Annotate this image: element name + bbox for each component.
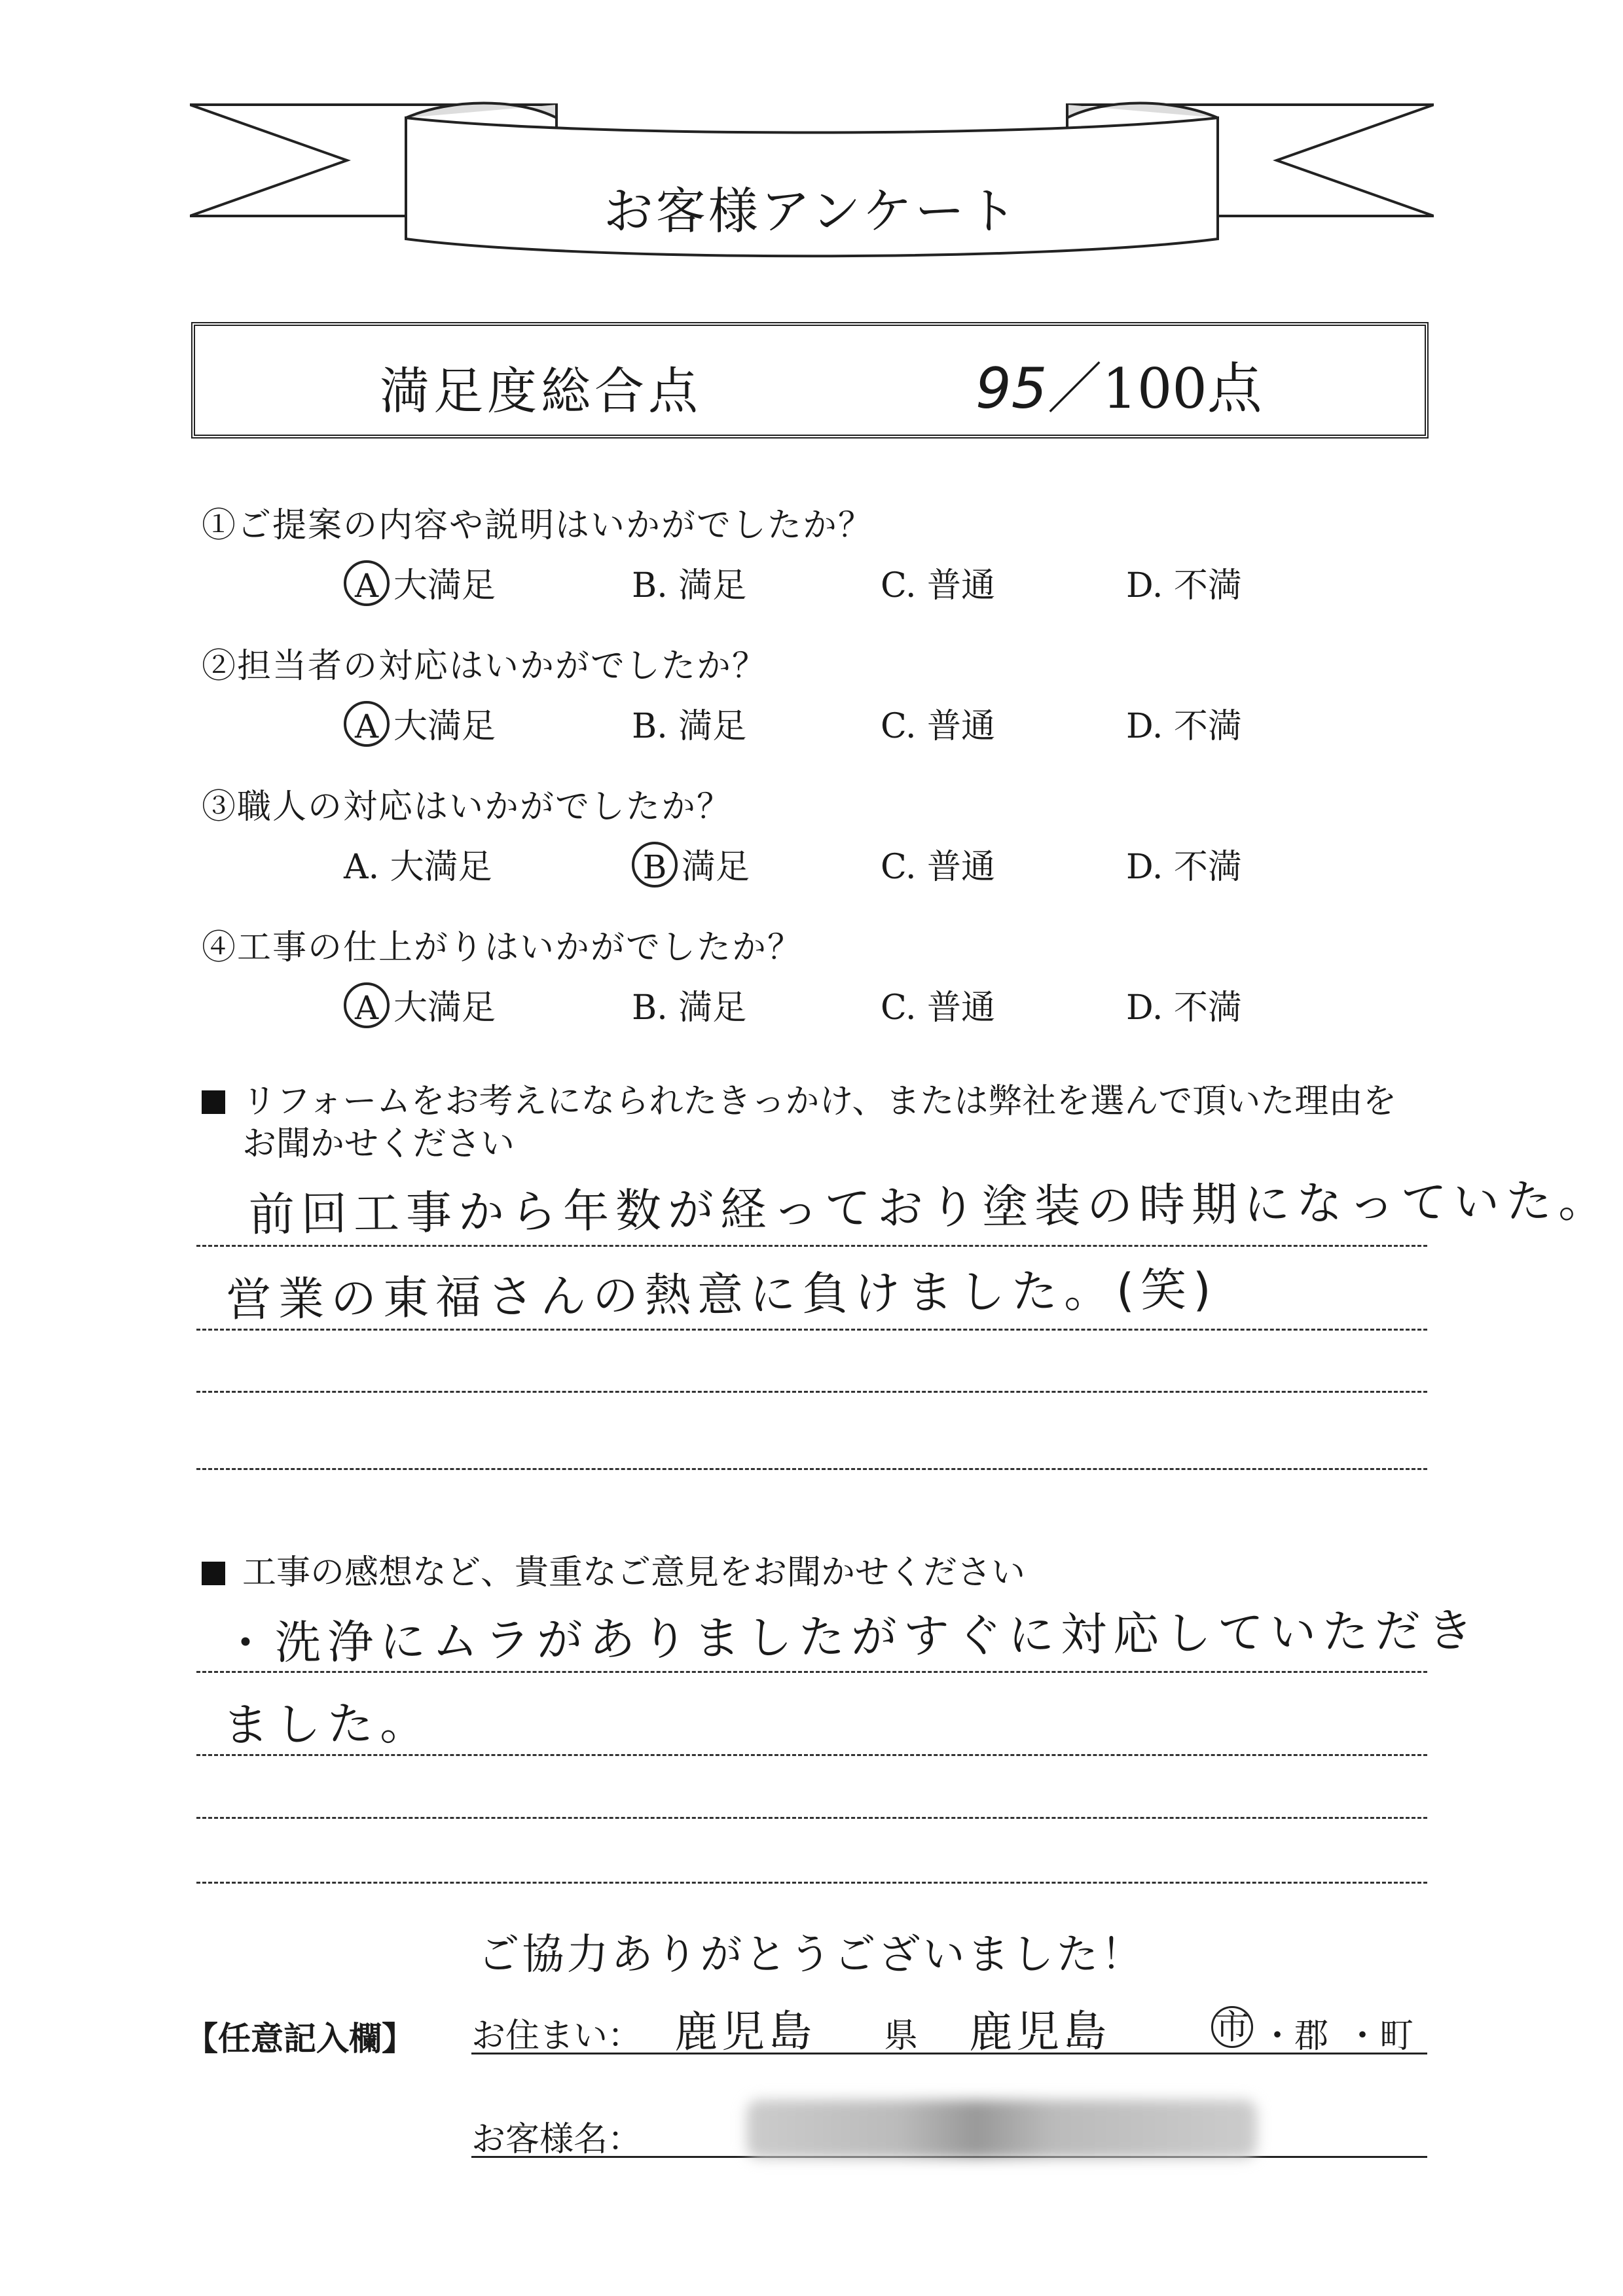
square-bullet-icon — [202, 1090, 225, 1114]
option-label: 満足 — [678, 988, 747, 1028]
city-suffix-circle: 市 — [1211, 2006, 1253, 2048]
prefecture-value: 鹿児島 — [674, 2005, 816, 2058]
page-title: お客様アンケート — [603, 182, 1020, 240]
option-label: 不満 — [1173, 707, 1242, 746]
option-label: 満足 — [678, 707, 747, 746]
answer-line — [196, 1817, 1427, 1819]
section2-answer-line2: ました。 — [222, 1696, 433, 1752]
address-field — [471, 2003, 1427, 2058]
city-suffix-gun: ・郡 — [1260, 2017, 1329, 2056]
question-1: ①ご提案の内容や説明はいかがでしたか？ — [202, 506, 874, 545]
option-letter: C — [881, 566, 905, 605]
option-letter: A — [344, 848, 369, 887]
square-bullet-icon — [202, 1562, 225, 1585]
question-1-option-d[interactable]: D. 不満 — [1126, 566, 1242, 605]
selected-option-circle: A — [344, 701, 390, 747]
option-letter: C — [881, 707, 905, 746]
optional-label: 【任意記入欄】 — [185, 2020, 414, 2058]
question-4: ④工事の仕上がりはいかがでしたか？ — [202, 928, 803, 967]
question-2-option-c[interactable]: C. 普通 — [881, 707, 996, 746]
city-value: 鹿児島 — [968, 2005, 1111, 2058]
score-label: 満足度総合点 — [380, 362, 702, 420]
question-2-option-b[interactable]: B. 満足 — [632, 707, 747, 746]
option-label: 満足 — [678, 566, 747, 605]
question-3-option-c[interactable]: C. 普通 — [881, 848, 996, 887]
question-3-option-a[interactable]: A. 大満足 — [344, 848, 492, 887]
option-label: 大満足 — [393, 707, 496, 746]
option-label: 不満 — [1173, 988, 1242, 1028]
section1-heading — [202, 1073, 1396, 1122]
option-letter: B — [632, 988, 657, 1028]
selected-option-circle: A — [344, 560, 390, 606]
option-label: 普通 — [927, 848, 996, 887]
option-label: 普通 — [927, 988, 996, 1028]
question-4-option-a[interactable] — [344, 980, 496, 1029]
address-label: お住まい： — [471, 2017, 642, 2056]
question-1-option-a[interactable] — [344, 558, 496, 607]
option-letter: D — [1126, 988, 1152, 1028]
option-letter: B — [632, 566, 657, 605]
selected-option-circle: B — [632, 842, 678, 888]
answer-line — [196, 1468, 1427, 1470]
score-value — [976, 345, 1262, 424]
section1-answer-line1: 前回工事から年数が経っており塗装の時期になっていた。 — [248, 1174, 1611, 1242]
answer-line — [196, 1391, 1427, 1393]
option-label: 満足 — [682, 848, 750, 887]
section1-answer-line2: 営業の東福さんの熱意に負けました。(笑) — [225, 1263, 1218, 1327]
question-2-option-d[interactable]: D. 不満 — [1126, 707, 1242, 746]
option-label: 大満足 — [393, 566, 496, 605]
prefecture-suffix: 県 — [884, 2017, 919, 2056]
question-3-option-d[interactable]: D. 不満 — [1126, 848, 1242, 887]
question-4-option-c[interactable]: C. 普通 — [881, 988, 996, 1028]
city-suffix-shi — [1211, 2008, 1253, 2048]
answer-line — [196, 1754, 1427, 1756]
answer-line — [196, 1245, 1427, 1247]
score-number: 95 — [976, 356, 1048, 422]
option-letter: D — [1126, 848, 1152, 887]
question-1-option-b[interactable]: B. 満足 — [632, 566, 747, 605]
question-2-option-a[interactable] — [344, 698, 496, 747]
section1-heading-line2: お聞かせください — [242, 1124, 515, 1164]
score-suffix: ／100点 — [1047, 357, 1262, 421]
option-letter: D — [1126, 707, 1152, 746]
option-letter: B — [632, 707, 657, 746]
question-4-option-d[interactable]: D. 不満 — [1126, 988, 1242, 1028]
name-label: お客様名： — [471, 2120, 642, 2159]
option-letter: C — [881, 988, 905, 1028]
question-1-option-c[interactable]: C. 普通 — [881, 566, 996, 605]
option-label: 不満 — [1173, 848, 1242, 887]
option-label: 普通 — [927, 566, 996, 605]
section2-heading — [202, 1545, 1025, 1594]
section2-answer-line1: ・洗浄にムラがありましたがすぐに対応していただき — [222, 1603, 1480, 1670]
option-letter: D — [1126, 566, 1152, 605]
option-letter: C — [881, 848, 905, 887]
option-label: 普通 — [927, 707, 996, 746]
question-2: ②担当者の対応はいかがでしたか？ — [202, 647, 768, 686]
answer-line — [196, 1882, 1427, 1884]
question-3-option-b[interactable] — [632, 839, 750, 888]
section1-heading-line1: リフォームをお考えになられたきっかけ、または弊社を選んで頂いた理由を — [242, 1082, 1397, 1121]
selected-option-circle: A — [344, 982, 390, 1028]
redacted-name — [746, 2100, 1257, 2159]
option-label: 大満足 — [390, 848, 492, 887]
answer-line — [196, 1329, 1427, 1331]
thanks-message: ご協力ありがとうございました！ — [477, 1931, 1146, 1979]
answer-line — [196, 1671, 1427, 1673]
option-label: 大満足 — [393, 988, 496, 1028]
option-label: 不満 — [1173, 566, 1242, 605]
city-suffix-cho: ・町 — [1345, 2017, 1414, 2056]
question-3: ③職人の対応はいかがでしたか？ — [202, 787, 733, 827]
section2-heading-text: 工事の感想など、貴重なご意見をお聞かせください — [242, 1553, 1026, 1592]
question-4-option-b[interactable]: B. 満足 — [632, 988, 747, 1028]
name-field — [471, 2106, 1427, 2158]
